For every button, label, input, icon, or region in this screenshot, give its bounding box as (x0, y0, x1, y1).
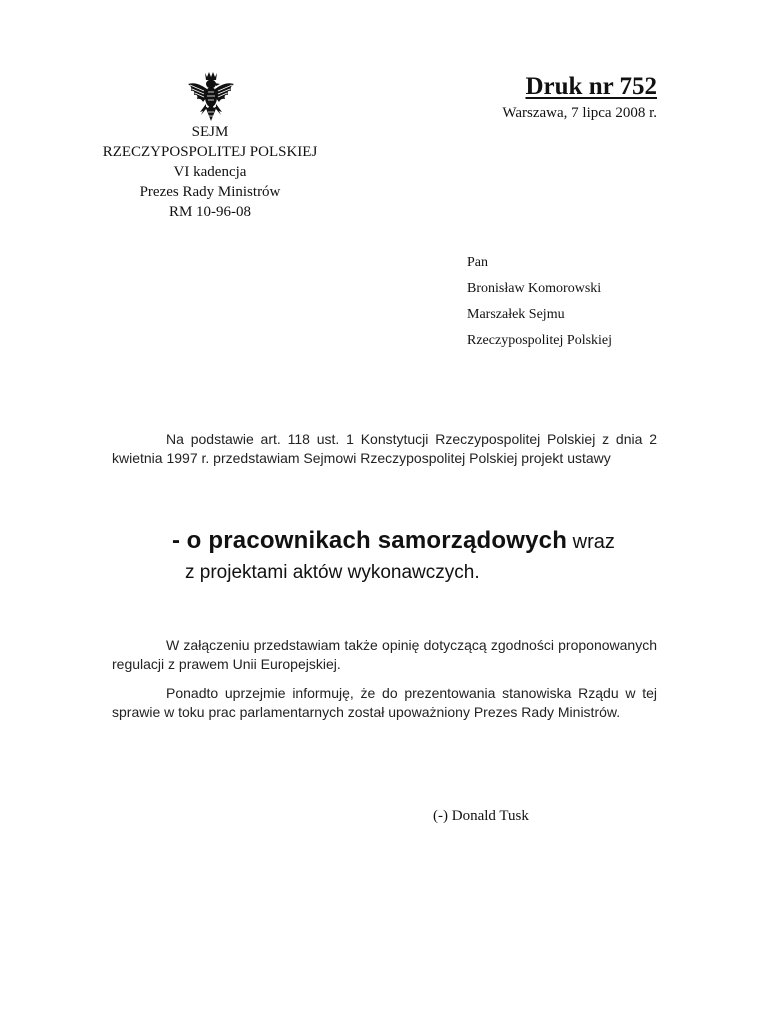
bill-title-dash: - (172, 527, 187, 554)
sender-line-republic: RZECZYPOSPOLITEJ POLSKIEJ (102, 144, 318, 160)
sender-line-term: VI kadencja (173, 164, 247, 180)
polish-eagle-emblem-icon (186, 70, 236, 122)
addressee-line-name: Bronisław Komorowski (467, 281, 602, 296)
addressee-block (467, 250, 612, 354)
intro-paragraph: Na podstawie art. 118 ust. 1 Konstytucji Rzeczypospolitej Polskiej z dnia 2 kwietnia 1997 r. przedstawiam Sejmowi Rzeczypospolitej Polskiej projekt ustawy (112, 431, 657, 466)
bill-subtitle: z projektami aktów wykonawczych. (185, 562, 480, 583)
sender-block (80, 122, 340, 222)
print-number: Druk nr 752 (525, 73, 657, 100)
bill-title-tail: wraz (567, 531, 615, 553)
sender-line-institution: SEJM (191, 124, 229, 140)
addressee-line-position: Marszałek Sejmu (467, 307, 565, 322)
place-date: Warszawa, 7 lipca 2008 r. (502, 105, 657, 121)
signature: (-) Donald Tusk (433, 808, 529, 824)
bill-title (172, 527, 658, 555)
sender-line-reference: RM 10-96-08 (168, 204, 252, 220)
authorization-paragraph: Ponadto uprzejmie informuję, że do prezentowania stanowiska Rządu w tej sprawie w toku prac parlamentarnych został upoważniony Prezes Rady Ministrów. (112, 685, 657, 720)
sender-line-office: Prezes Rady Ministrów (139, 184, 281, 200)
addressee-line-country: Rzeczypospolitej Polskiej (467, 333, 613, 348)
attachment-paragraph: W załączeniu przedstawiam także opinię dotyczącą zgodności proponowanych regulacji z prawem Unii Europejskiej. (112, 637, 657, 672)
bill-title-main: o pracownikach samorządowych (186, 527, 568, 554)
addressee-line-salutation: Pan (467, 255, 488, 270)
